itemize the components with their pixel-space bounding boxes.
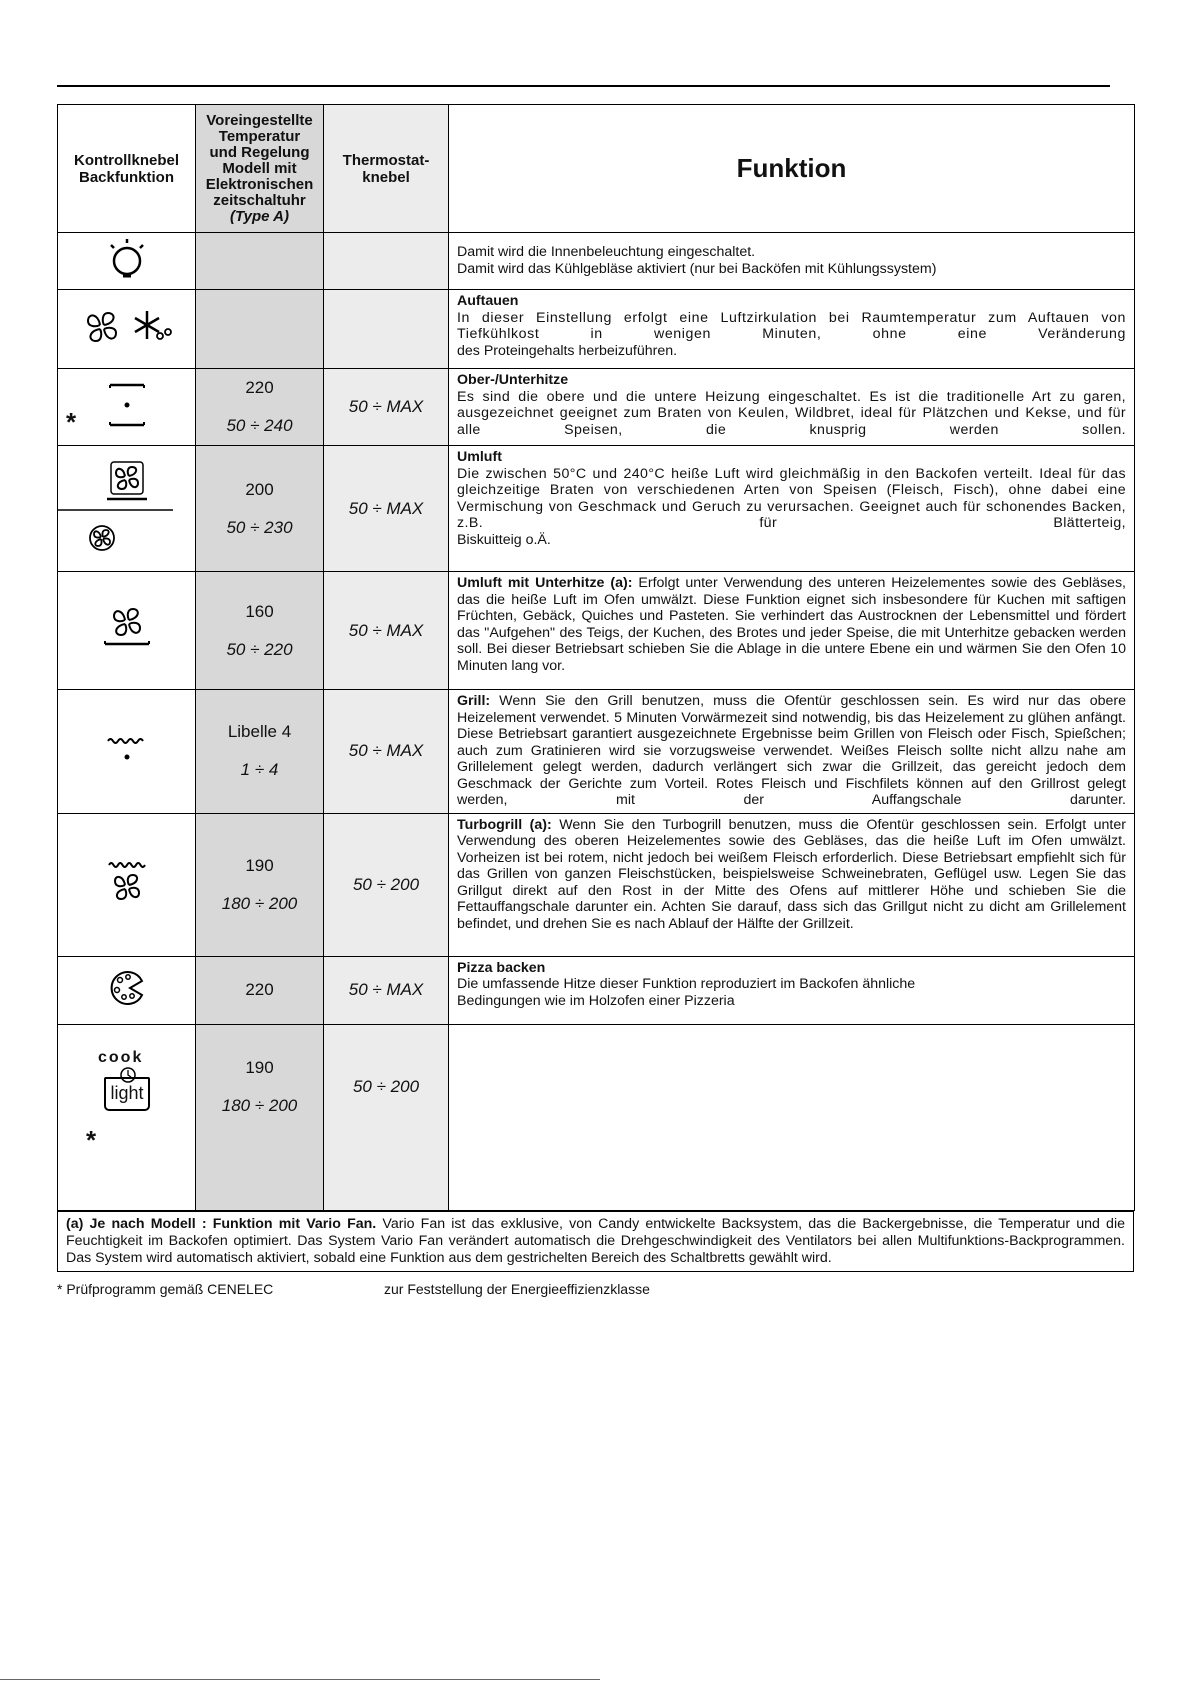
table-row — [58, 813, 1135, 956]
thermo-cell: 50 ÷ 200 — [324, 813, 449, 956]
header-preset-temperature — [196, 105, 324, 233]
preset-temperature: 220 — [245, 980, 274, 999]
temp-cell — [196, 690, 324, 814]
turbogrill-icon — [102, 857, 152, 907]
description-cell — [449, 1024, 1135, 1210]
description-title: Pizza backen — [457, 959, 546, 976]
description-cell — [449, 690, 1135, 814]
icon-cell — [58, 233, 196, 290]
temp-cell — [196, 290, 324, 369]
header-line: Temperatur — [218, 127, 301, 145]
description-title: Ober-/Unterhitze — [457, 372, 569, 388]
thermostat-range: 50 ÷ 200 — [352, 1076, 420, 1096]
description-cell — [449, 446, 1135, 572]
table-row — [58, 956, 1135, 1024]
header-line: Modell mit — [222, 159, 297, 177]
description-title: Umluft mit Unterhitze (a): — [457, 575, 633, 591]
footnote-right: zur Feststellung der Energieeffizienzklasse — [384, 1281, 650, 1297]
description-cell — [449, 572, 1135, 690]
table-row — [58, 290, 1135, 369]
header-function: Funktion — [449, 105, 1135, 233]
description-text: Damit wird die Innenbeleuchtung eingeschaltet. — [457, 244, 756, 260]
description-text: Es sind die obere und die untere Heizung eingeschaltet. Es ist die traditionelle Art zu garen, ausgezeichnet geeignet zum Braten von Keulen, Wildbret, ideal für Plätzchen und Kekse, und für alle Speisen, die knusprig werden sollen. — [457, 388, 1126, 438]
icon-cell — [58, 369, 196, 446]
function-table — [57, 104, 1135, 1211]
thermo-cell: 50 ÷ MAX — [324, 956, 449, 1024]
description-cell — [449, 290, 1135, 369]
description-text — [457, 693, 1126, 809]
description-body: Wenn Sie den Turbogrill benutzen, muss die Ofentür geschlossen sein. Erfolgt unter Verwendung des oberen Heizelementes sowie des Gebläses, das die heiße Luft im Ofen umwälzt. Vorheizen ist bei rotem, nicht jedoch bei weißem Fleisch erforderlich. Diese Betriebsart empfiehlt sich für das Grillen von ganzen Fleischstücken, beispielsweise Schweinebraten, Geflügel usw. Legen Sie das Grillgut direkt auf den Rost in der Mitte des Ofens auf mittlerer Höhe und schieben Sie die Fettauffangschale darunter ein. Achten Sie darauf, dass sich das Grillgut nicht zu dicht am Grillelement befindet, und drehen Sie es nach Ablauf der Hälfte der Grillzeit. — [457, 816, 1126, 932]
description-body: Wenn Sie den Grill benutzen, muss die Ofentür geschlossen sein. Es wird nur das obere Heizelement verwendet. 5 Minuten Vorwärmezeit sind notwendig, bis das Heizelement zu glühen anfängt. Diese Betriebsart garantiert ausgezeichnete Ergebnisse beim Grillen von Fleisch oder Fisch, Spießchen; auch zum Gratinieren wird sie vorzugsweise verwendet. Weißes Fleisch sollte nicht allzu nahe am Grillelement gelegt werden, dadurch verlängert sich zwar die Grillzeit, das gereicht jedoch dem Geschmack der Gerichte zum Vorteil. Rotes Fleisch und Fischfilets können auf den Grillrost gelegt werden, mit der Auffangschale darunter. — [457, 693, 1126, 808]
thermo-cell — [324, 290, 449, 369]
pizza-icon — [102, 963, 152, 1013]
fan-bottom-heat-icon — [97, 598, 157, 658]
description-text: Damit wird das Kühlgebläse aktiviert (nur bei Backöfen mit Kühlungssystem) — [457, 260, 937, 277]
energy-test-asterisk: * — [86, 1124, 97, 1155]
light-label: light — [110, 1082, 144, 1103]
preset-temperature: 190 — [245, 1057, 274, 1077]
description-text: Biskuitteig o.Ä. — [457, 531, 551, 548]
grill-icon — [102, 729, 152, 769]
preset-temperature: 200 — [245, 479, 274, 499]
description-text — [457, 575, 1126, 674]
preset-temperature: 190 — [245, 855, 274, 875]
table-row — [58, 446, 1135, 572]
header-line: Voreingestellte — [206, 111, 313, 129]
preset-temperature: 160 — [245, 601, 274, 621]
temperature-range: 180 ÷ 200 — [221, 893, 298, 913]
icon-cell — [58, 690, 196, 814]
temperature-range: 50 ÷ 240 — [226, 416, 293, 435]
temp-cell — [196, 813, 324, 956]
description-title: Turbogrill (a): — [457, 816, 552, 833]
preset-temperature: 220 — [245, 378, 274, 397]
description-title: Auftauen — [457, 293, 519, 309]
preset-temperature: Libelle 4 — [227, 722, 292, 742]
icon-cell — [58, 572, 196, 690]
cook-light-icon — [58, 1025, 196, 1205]
thermo-cell — [324, 233, 449, 290]
table-row — [58, 233, 1135, 290]
description-text: Bedingungen wie im Holzofen einer Pizzeria — [457, 992, 735, 1009]
thermo-cell: 50 ÷ MAX — [324, 690, 449, 814]
description-text: In dieser Einstellung erfolgt eine Luftzirkulation bei Raumtemperatur zum Auftauen von Tiefkühlkost in wenigen Minuten, ohne eine Veränderung — [457, 309, 1126, 342]
table-row — [58, 369, 1135, 446]
top-rule — [57, 85, 1110, 87]
description-title: Umluft — [457, 449, 502, 465]
description-cell — [449, 956, 1135, 1024]
icon-cell — [58, 813, 196, 956]
note-title: (a) Je nach Modell : Funktion mit Vario Fan. — [66, 1216, 377, 1232]
defrost-icon — [72, 302, 182, 352]
temperature-range: 180 ÷ 200 — [221, 1095, 298, 1115]
header-line: Elektronischen — [205, 175, 314, 193]
description-text: des Proteingehalts herbeizuführen. — [457, 342, 678, 359]
table-row — [58, 572, 1135, 690]
cook-label: cook — [98, 1048, 144, 1066]
icon-cell — [58, 290, 196, 369]
temp-cell — [196, 956, 324, 1024]
temperature-range: 50 ÷ 230 — [226, 517, 293, 537]
temp-cell — [196, 446, 324, 572]
temp-cell — [196, 233, 324, 290]
header-thermostat: Thermostat-knebel — [324, 105, 449, 233]
table-row — [58, 1024, 1135, 1210]
note-text: Vario Fan ist das exklusive, von Candy entwickelte Backsystem, das die Backergebnisse, die Temperatur und die Feuchtigkeit im Backofen optimiert. Das System Vario Fan verändert automatisch die Drehgeschwindigkeit des Ventilators bei allen Multifunktions-Backprogrammen. Das System wird automatisch aktiviert, sobald eine Funktion aus dem gestrichelten Bereich des Schaltbretts gewählt wird. — [66, 1216, 1125, 1266]
thermo-cell — [324, 1024, 449, 1210]
temp-cell — [196, 1024, 324, 1210]
energy-test-asterisk: * — [66, 407, 77, 437]
temperature-range: 1 ÷ 4 — [240, 760, 279, 780]
description-cell — [449, 813, 1135, 956]
thermo-cell: 50 ÷ MAX — [324, 446, 449, 572]
light-box — [104, 1077, 150, 1111]
temperature-range: 50 ÷ 220 — [226, 639, 293, 659]
thermo-cell: 50 ÷ MAX — [324, 572, 449, 690]
oven-light-icon — [102, 234, 152, 284]
header-line: (Type A) — [230, 207, 289, 225]
description-title: Grill: — [457, 693, 491, 709]
icon-cell — [58, 1024, 196, 1210]
description-cell — [449, 233, 1135, 290]
icon-cell — [58, 446, 196, 572]
description-cell — [449, 369, 1135, 446]
header-line: und Regelung — [209, 143, 310, 161]
thermo-cell: 50 ÷ MAX — [324, 369, 449, 446]
footnote — [57, 1281, 650, 1297]
table-row — [58, 690, 1135, 814]
fan-ring-icon — [58, 446, 196, 566]
icon-cell — [58, 956, 196, 1024]
vario-fan-note — [57, 1211, 1134, 1272]
header-line: zeitschaltuhr — [213, 191, 306, 209]
bottom-rule — [0, 1679, 600, 1680]
description-body: Erfolgt unter Verwendung des unteren Heizelementes sowie des Gebläses, das die heiße Luft im Ofen umwälzt. Diese Funktion eignet sich insbesondere für Kuchen mit saftigen Früchten, Gebäck, Quiches und Pasteten. Sie verhindert das Austrocknen der Lebensmittel und fördert das "Aufgehen" des Teigs, der Kuchen, des Brotes und jeder Speise, die mit Unterhitze gebacken werden soll. Bei dieser Betriebsart schieben Sie die Ablage in die untere Ebene ein und wärmen Sie den Ofen 10 Minuten lang vor. — [457, 575, 1126, 674]
header-control-knob: Kontrollknebel Backfunktion — [58, 105, 196, 233]
description-text — [457, 817, 1126, 933]
table-header-row — [58, 105, 1135, 233]
top-bottom-heat-icon — [102, 375, 152, 435]
temp-cell — [196, 369, 324, 446]
temp-cell — [196, 572, 324, 690]
description-text: Die umfassende Hitze dieser Funktion reproduziert im Backofen ähnliche — [457, 976, 916, 992]
description-text: Die zwischen 50°C und 240°C heiße Luft wird gleichmäßig in den Backofen verteilt. Ideal für das gleichzeitige Braten von verschiedenen Arten von Speisen (Fleisch, Fisch), ohne dabei eine Vermischung von Geschmack und Geruch zu verursachen. Geeignet auch für schonendes Backen, z.B. für Blätterteig, — [457, 465, 1126, 531]
footnote-left: * Prüfprogramm gemäß CENELEC — [57, 1281, 274, 1297]
